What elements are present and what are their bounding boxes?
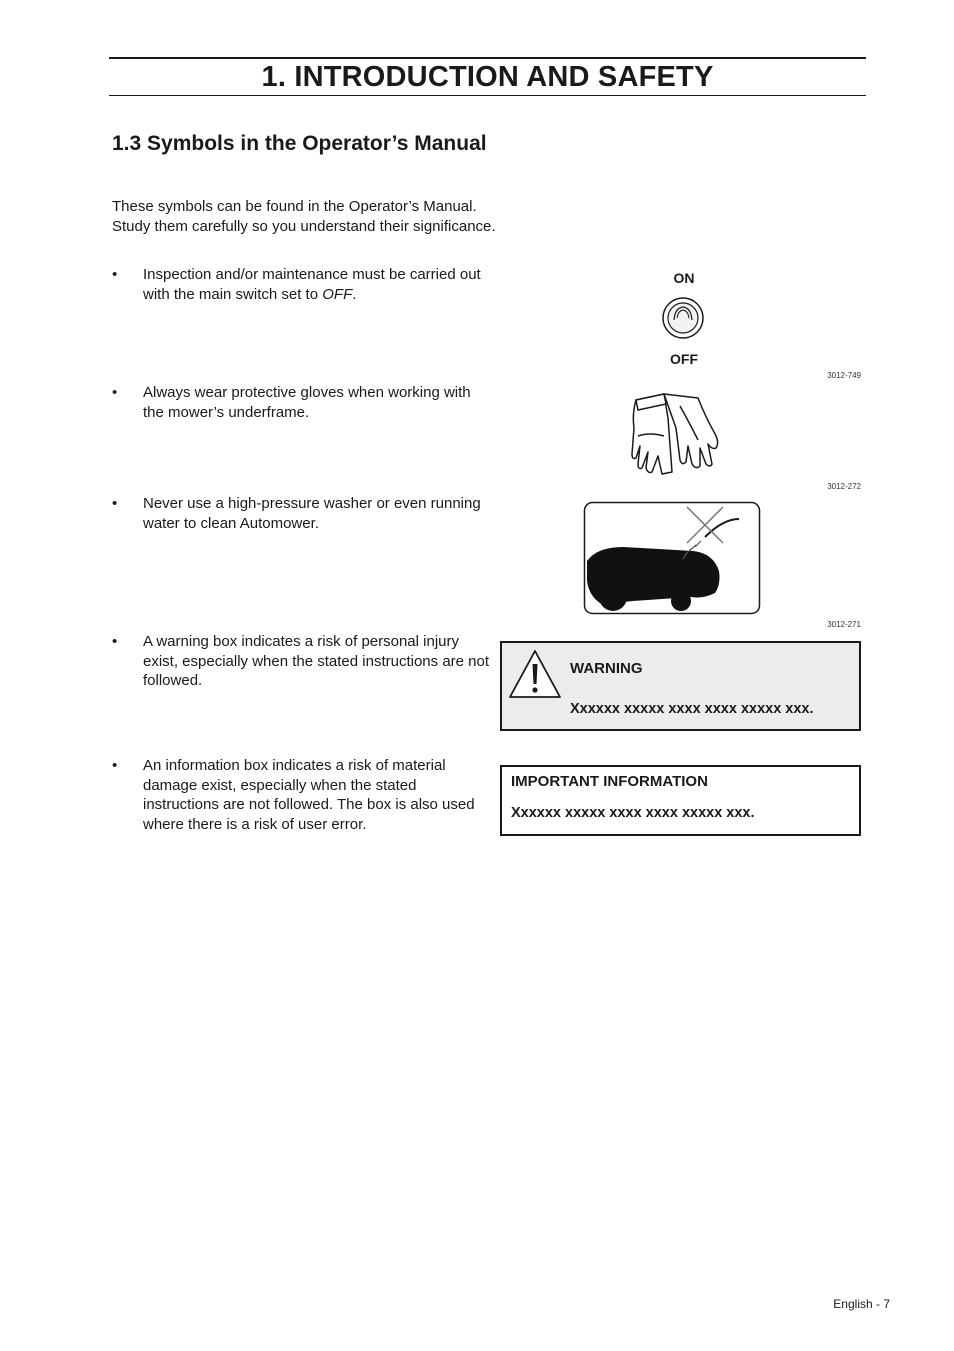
bullet-marker: • (112, 266, 118, 283)
chapter-title: 1. INTRODUCTION AND SAFETY (261, 61, 714, 93)
bullet-marker: • (112, 495, 118, 512)
warning-heading: WARNING (570, 660, 643, 677)
bullet-marker: • (112, 757, 118, 774)
info-body: Xxxxxx xxxxx xxxx xxxx xxxxx xxx. (511, 805, 755, 821)
bullet-text: Inspection and/or maintenance must be carried out with the main switch set to (143, 266, 481, 303)
bullet-gloves: Always wear protective gloves when working with the mower’s underframe. (143, 384, 471, 421)
info-heading: IMPORTANT INFORMATION (511, 773, 708, 790)
bullet-washer: Never use a high-pressure washer or even running water to clean Automower. (143, 495, 481, 532)
warning-body: Xxxxxx xxxxx xxxx xxxx xxxxx xxx. (570, 701, 814, 717)
warning-triangle-icon (507, 648, 563, 700)
bullet-main-switch (143, 265, 493, 304)
figure-code: 3012-272 (827, 482, 861, 491)
switch-on-label: ON (673, 270, 695, 286)
header-rule-bottom (109, 95, 866, 96)
bullet-marker: • (112, 384, 118, 401)
section-title: 1.3 Symbols in the Operator’s Manual (112, 132, 487, 155)
bullet-info-box: An information box indicates a risk of material damage exist, especially when the stated instructions are not followed. The box is also used where there is a risk of user error. (143, 757, 475, 833)
figure-code: 3012-271 (827, 620, 861, 629)
figure-code: 3012-749 (827, 371, 861, 380)
gloves-icon (628, 388, 724, 476)
section-intro: These symbols can be found in the Operator’s Manual. Study them carefully so you understand their significance. (112, 198, 496, 235)
bullet-warning-box: A warning box indicates a risk of personal injury exist, especially when the stated instructions are not followed. (143, 633, 490, 689)
header-rule-top (109, 57, 866, 59)
no-water-washing-icon (583, 501, 761, 615)
bullet-emphasis: OFF (322, 285, 353, 303)
bullet-text-end: . (352, 285, 357, 303)
warning-box (500, 641, 861, 731)
bullet-marker: • (112, 633, 118, 650)
page-number: English - 7 (833, 1297, 890, 1311)
switch-off-label: OFF (670, 351, 698, 367)
main-switch-icon (661, 296, 705, 340)
important-information-box (500, 765, 861, 836)
